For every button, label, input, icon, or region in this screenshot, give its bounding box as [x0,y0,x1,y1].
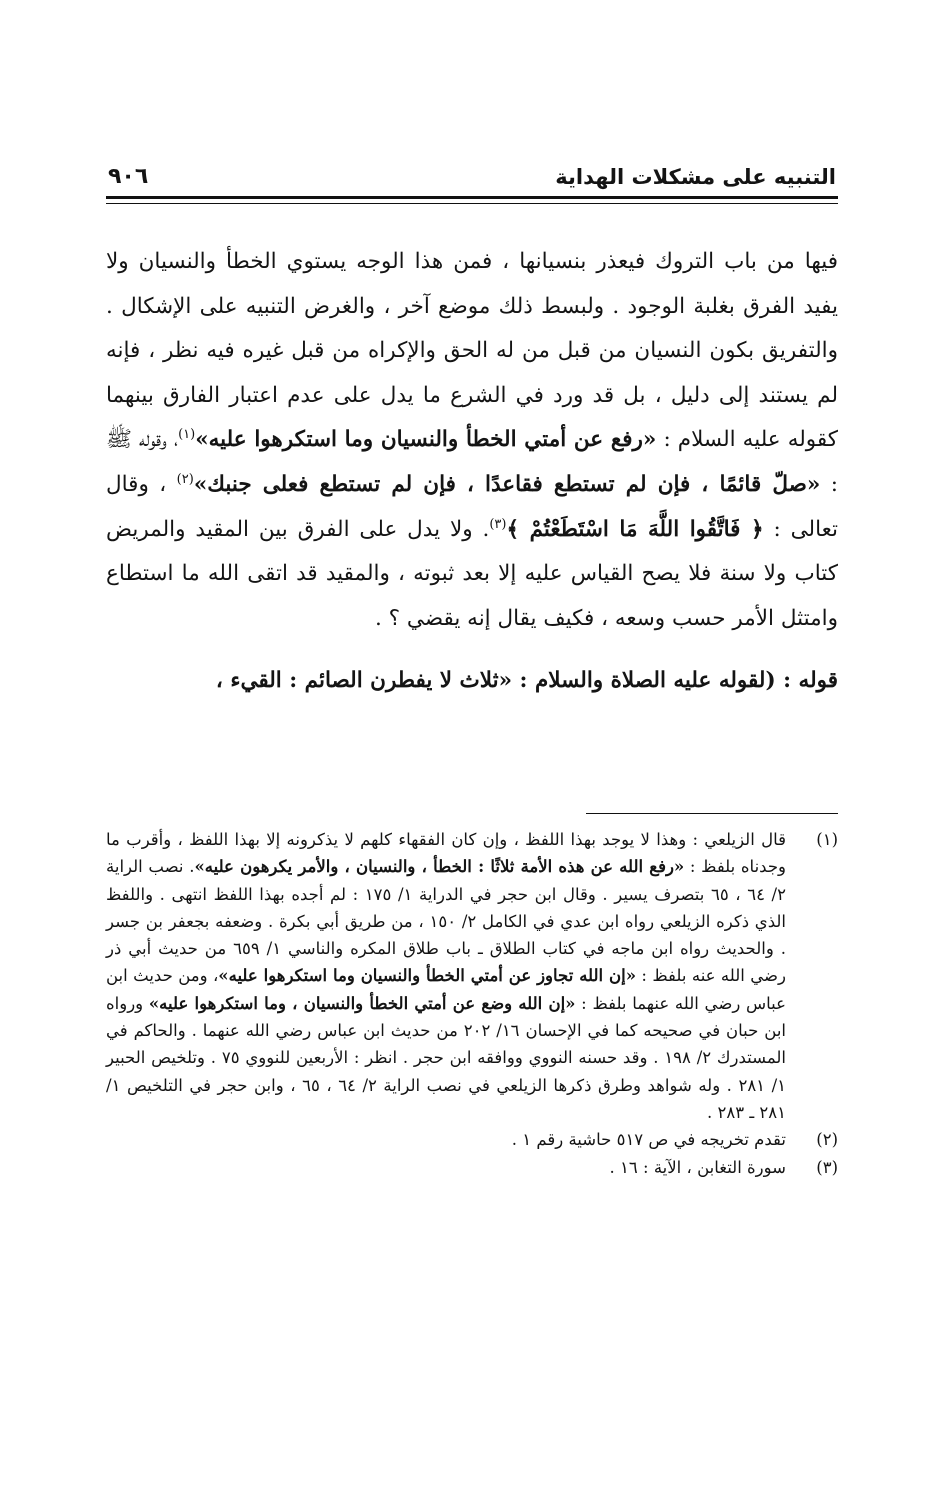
footnote-separator [586,813,838,814]
footnote-number: (٣) [816,1157,838,1177]
main-text [106,240,838,704]
hadith-quote: «رفع الله عن هذه الأمة ثلاثًا : الخطأ ، والنسيان ، والأمر يكرهون عليه» [194,857,685,877]
footnote-ref-1[interactable]: (١) [178,427,196,443]
text-run: قال الزيلعي : وهذا لا يوجد بهذا اللفظ ، وإن كان الفقهاء كلهم لا يذكرونه إلا بهذا اللفظ ، وأقرب ما وجدناه بلفظ : [106,830,786,877]
text-run: . ولا يدل على الفرق بين المقيد والمريض كتاب ولا سنة فلا يصح القياس عليه إلا بعد ثبوته ، والمقيد قد اتقى الله ما استطاع وامتثل الأمر حسب وسعه ، فكيف يقال إنه يقضي ؟ . [106,516,838,631]
quran-verse: ﴿ فَاتَّقُوا اللَّهَ مَا اسْتَطَعْتُمْ ﴾ [506,516,764,542]
footnote-2 [106,1126,838,1153]
footnote-ref-3[interactable]: (٣) [489,516,507,532]
header-rule-thick [106,196,838,199]
hadith-quote: «صلّ قائمًا ، فإن لم تستطع فقاعدًا ، فإن لم تستطع فعلى جنبك» [193,471,821,497]
footnote-1 [106,826,838,1126]
paragraph-2: قوله : (لقوله عليه الصلاة والسلام : «ثلاث لا يفطرن الصائم : القيء ، [215,668,838,694]
text-run: ورواه ابن حبان في صحيحه كما في الإحسان ١٦/ ٢٠٢ من حديث ابن عباس رضي الله عنهما . والحاكم في المستدرك ٢/ ١٩٨ . وقد حسنه النووي ووافقه ابن حجر . انظر : الأربعين للنووي ٧٥ . وتلخيص الحبير ١/ ٢٨١ . وله شواهد وطرق ذكرها الزيلعي في نصب الراية ٢/ ٦٤ ، ٦٥ ، وابن حجر في التلخيص ١/ ٢٨١ ـ ٢٨٣ . [106,993,787,1122]
hadith-quote: «إن الله وضع عن أمتي الخطأ والنسيان ، وما استكرهوا عليه» [148,993,576,1013]
footnote-text: سورة التغابن ، الآية : ١٦ . [609,1157,786,1177]
hadith-quote: «رفع عن أمتي الخطأ والنسيان وما استكرهوا عليه» [195,427,657,453]
text-run: ، وقوله ﷺ : [106,427,838,497]
page-number: ٩٠٦ [108,163,149,189]
footnotes [106,826,838,1181]
footnote-text: تقدم تخريجه في ص ٥١٧ حاشية رقم ١ . [511,1130,786,1150]
footnote-ref-2[interactable]: (٢) [176,471,194,487]
header-rule-thin [106,203,838,204]
text-run: ، ومن حديث ابن عباس رضي الله عنهما بلفظ : [106,966,786,1013]
text-run: فيها من باب التروك فيعذر بنسيانها ، فمن هذا الوجه يستوي الخطأ والنسيان ولا يفيد الفرق بغلبة الوجود . ولبسط ذلك موضع آخر ، والغرض التنبيه على الإشكال . والتفريق بكون النسيان من قبل من له الحق والإكراه من قبل غيره فيه نظر ، فإنه لم يستند إلى دليل ، بل قد ورد في الشرع ما يدل على عدم اعتبار الفارق بينهما كقوله عليه السلام : [106,249,839,453]
footnote-number: (٢) [816,1130,838,1150]
footnote-text [106,826,786,1126]
running-header [108,150,836,190]
text-run: ، وقال تعالى : [106,471,838,542]
hadith-quote: «إن الله تجاوز عن أمتي الخطأ والنسيان وما استكرهوا عليه» [218,966,637,986]
footnote-3 [106,1154,838,1181]
text-run: . نصب الراية ٢/ ٦٤ ، ٦٥ بتصرف يسير . وقال ابن حجر في الدراية ١/ ١٧٥ : لم أجده بهذا اللفظ انتهى . واللفظ الذي ذكره الزيلعي رواه ابن عدي في الكامل ٢/ ١٥٠ ، من طريق أبي بكرة . وضعفه بجعفر بن جسر . والحديث رواه ابن ماجه في كتاب الطلاق ـ باب طلاق المكره والناسي ١/ ٦٥٩ من حديث أبي ذر رضي الله عنه بلفظ : [106,857,786,986]
footnote-number: (١) [816,830,838,849]
paragraph-1 [106,240,838,641]
header-title: التنبيه على مشكلات الهداية [555,164,836,189]
